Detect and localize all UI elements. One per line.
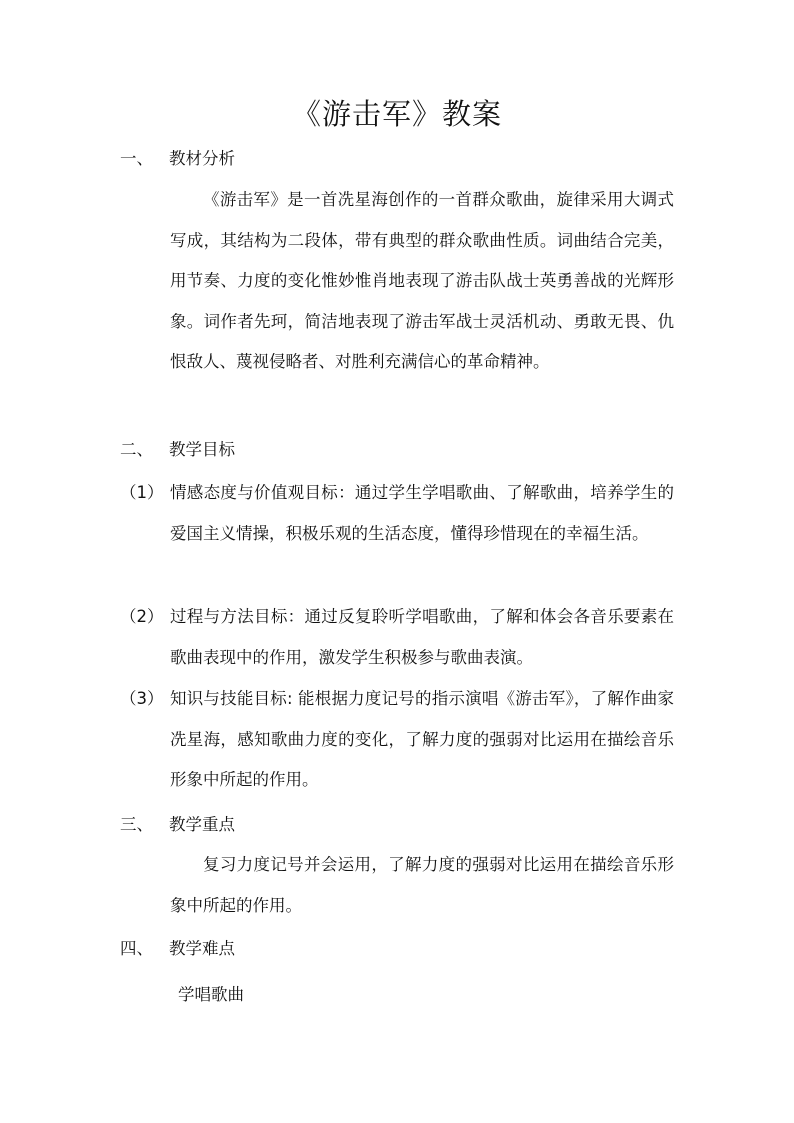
section-title: 教学重点 [169,815,235,834]
section-heading-materials [120,147,235,171]
goal-item-marker: （2） [120,607,164,626]
section-number: 三、 [120,815,153,834]
goal-item-process [120,597,674,678]
goal-item-text: 知识与技能目标: 能根据力度记号的指示演唱《游击军》，了解作曲家冼星海，感知歌曲力度的变化，了解力度的强弱对比运用在描绘音乐形象中所起的作用。 [170,689,674,789]
section-heading-difficulties [120,937,235,961]
section-body-difficulties: 学唱歌曲 [178,985,244,1004]
section-title: 教学目标 [169,440,235,459]
section-number: 二、 [120,440,153,459]
goal-item-text: 过程与方法目标：通过反复聆听学唱歌曲，了解和体会各音乐要素在歌曲表现中的作用，激发学生积极参与歌曲表演。 [170,607,674,667]
section-number: 四、 [120,939,153,958]
section-heading-key-points [120,813,235,837]
document-title: 《游击军》教案 [291,97,502,131]
goal-item-text: 情感态度与价值观目标：通过学生学唱歌曲、了解歌曲，培养学生的爱国主义情操，积极乐观的生活态度，懂得珍惜现在的幸福生活。 [170,483,674,543]
section-heading-goals [120,438,235,462]
goal-item-knowledge [120,679,674,801]
goal-item-marker: （1） [120,483,164,502]
goal-item-emotion [120,473,674,554]
section-body-materials: 《游击军》是一首冼星海创作的一首群众歌曲，旋律采用大调式写成，其结构为二段体，带有典型的群众歌曲性质。词曲结合完美，用节奏、力度的变化惟妙惟肖地表现了游击队战士英勇善战的光辉形象。词作者先珂，简洁地表现了游击军战士灵活机动、勇敢无畏、仇恨敌人、蔑视侵略者、对胜利充满信心的革命精神。 [170,190,674,371]
goal-item-marker: （3） [120,689,164,708]
section-number: 一、 [120,149,153,168]
section-title: 教学难点 [169,939,235,958]
section-body-key-points: 复习力度记号并会运用，了解力度的强弱对比运用在描绘音乐形象中所起的作用。 [170,855,674,915]
section-title: 教材分析 [169,149,235,168]
